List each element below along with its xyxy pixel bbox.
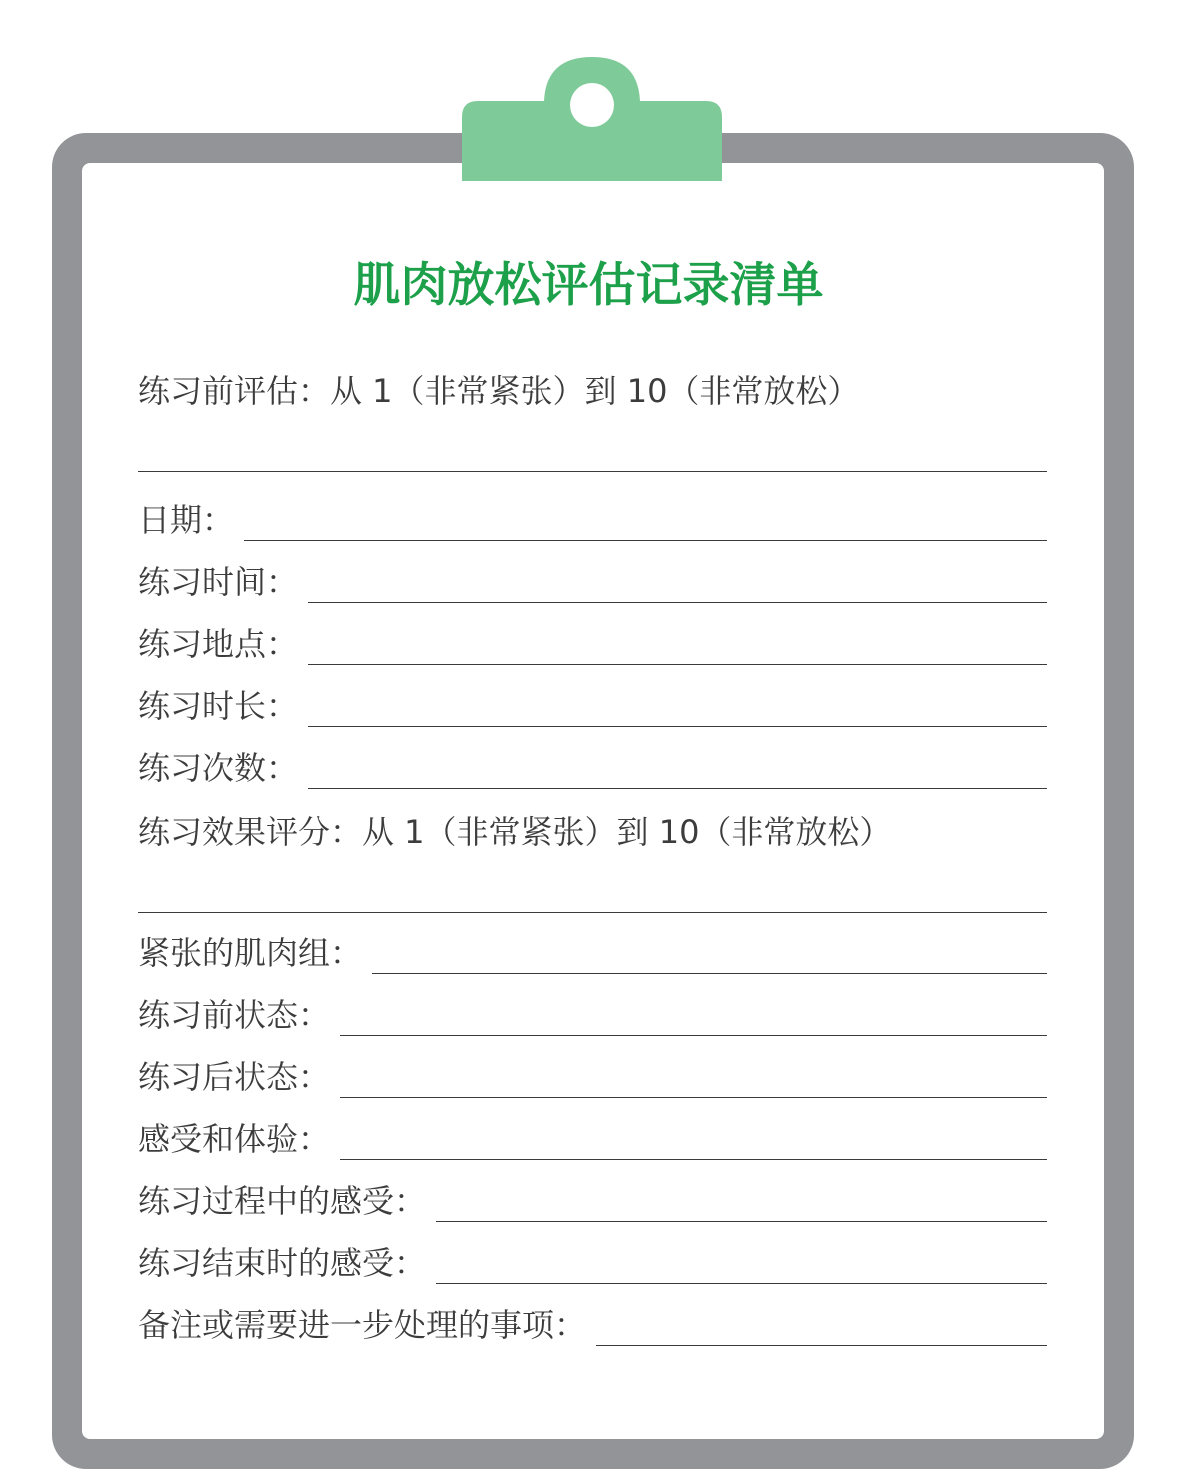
post-practice-state-input-line[interactable] [340, 1097, 1047, 1098]
pre-practice-rating-line[interactable] [138, 471, 1047, 472]
field-practice-time [138, 559, 1047, 605]
field-practice-location [138, 621, 1047, 667]
field-pre-practice-state [138, 992, 1047, 1038]
pre-practice-scale-label: 练习前评估：从 1（非常紧张）到 10（非常放松） [138, 372, 860, 410]
field-feelings-during-practice [138, 1178, 1047, 1224]
clipboard-clip-icon [462, 57, 722, 181]
field-label: 练习时间： [138, 563, 299, 601]
field-label: 练习后状态： [138, 1058, 331, 1096]
feelings-end-of-practice-input-line[interactable] [436, 1283, 1047, 1284]
notes-followup-input-line[interactable] [596, 1345, 1047, 1346]
field-label: 练习结束时的感受： [138, 1244, 427, 1282]
field-post-practice-state [138, 1054, 1047, 1100]
pre-practice-state-input-line[interactable] [340, 1035, 1047, 1036]
field-label: 紧张的肌肉组： [138, 934, 363, 972]
field-practice-count [138, 745, 1047, 791]
field-label: 日期： [138, 501, 235, 539]
field-date [138, 497, 1047, 543]
date-input-line[interactable] [244, 540, 1047, 541]
field-label: 练习地点： [138, 625, 299, 663]
field-label: 练习过程中的感受： [138, 1182, 427, 1220]
tense-muscle-groups-input-line[interactable] [372, 973, 1047, 974]
field-feelings-end-of-practice [138, 1240, 1047, 1286]
field-feelings-experience [138, 1116, 1047, 1162]
feelings-during-practice-input-line[interactable] [436, 1221, 1047, 1222]
field-label: 练习前状态： [138, 996, 331, 1034]
field-label: 备注或需要进一步处理的事项： [138, 1306, 587, 1344]
practice-time-input-line[interactable] [308, 602, 1047, 603]
page-title: 肌肉放松评估记录清单 [353, 258, 824, 313]
effect-scale-label: 练习效果评分：从 1（非常紧张）到 10（非常放松） [138, 813, 892, 851]
effect-rating-line[interactable] [138, 912, 1047, 913]
field-notes-followup [138, 1302, 1047, 1348]
field-label: 感受和体验： [138, 1120, 331, 1158]
field-label: 练习时长： [138, 687, 299, 725]
feelings-experience-input-line[interactable] [340, 1159, 1047, 1160]
practice-duration-input-line[interactable] [308, 726, 1047, 727]
field-label: 练习次数： [138, 749, 299, 787]
field-tense-muscle-groups [138, 930, 1047, 976]
field-practice-duration [138, 683, 1047, 729]
practice-location-input-line[interactable] [308, 664, 1047, 665]
practice-count-input-line[interactable] [308, 788, 1047, 789]
